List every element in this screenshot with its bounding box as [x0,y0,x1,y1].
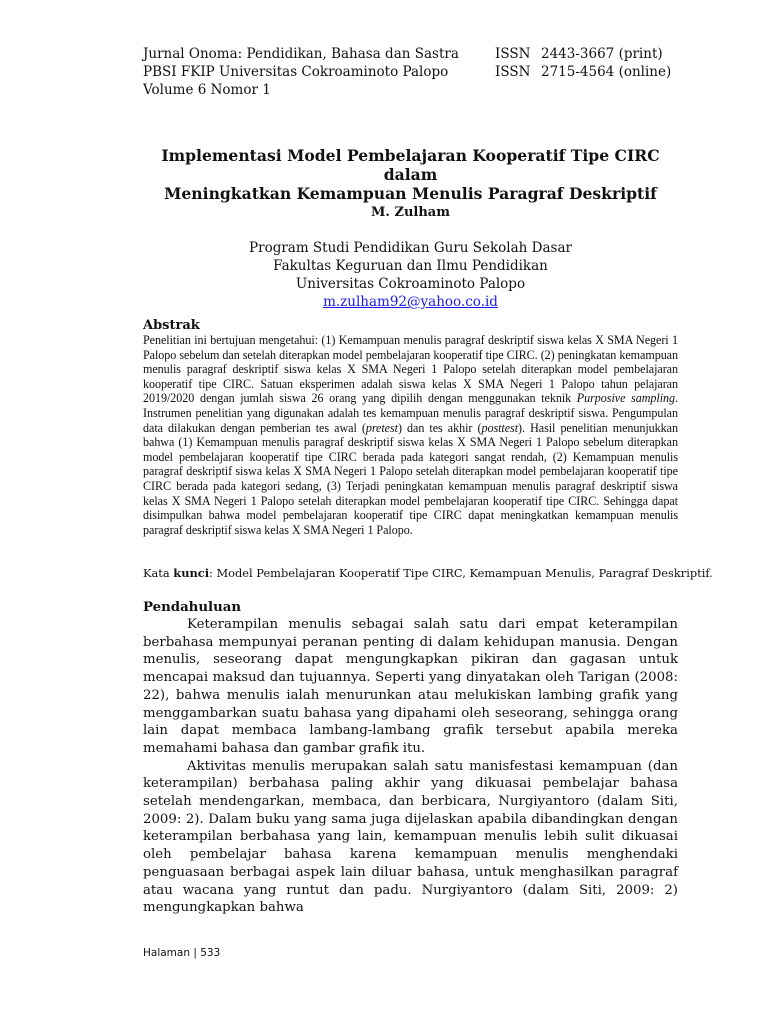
keywords-prefix: Kata [143,566,174,580]
body-paragraph-1: Keterampilan menulis sebagai salah satu dari empat keterampilan berbahasa mempunyai peranan penting di dalam kehidupan manusia. Dengan menulis, seseorang dapat mengungkapkan pikiran dan gagasan untuk mencapai maksud dan tujuannya. Seperti yang dinyatakan oleh Tarigan (2008: 22), bahwa menulis ialah menurunkan atau melukiskan lambing grafik yang menggambarkan suatu bahasa yang dipahami oleh seseorang, sehingga orang lain dapat membaca lambang-lambang grafik tersebut apabila mereka memahami bahasa dan gambar grafik itu. [143,617,678,756]
issn-label-online: ISSN [495,64,531,80]
abstract-term-pretest: pretest [365,420,398,435]
section-heading: Pendahuluan [143,600,242,615]
abstract-part-3: ) dan tes akhir ( [397,420,482,435]
abstract-part-4: ). Hasil penelitian menunjukkan bahwa (1) Kemampuan menulis paragraf deskriptif siswa kelas X SMA Negeri 1 Palopo sebelum diterapkan model pembelajaran kooperatif tipe CIRC berada pada kategori sangat rendah, (2) Kemampuan menulis paragraf deskriptif siswa kelas X SMA Negeri 1 Palopo setelah diterapkan model pembelajaran kooperatif tipe CIRC berada pada kategori sedang, (3) Terjadi peningkatan kemampuan menulis paragraf deskriptif siswa kelas X SMA Negeri 1 Palopo setelah diterapkan model pembelajaran kooperatif tipe CIRC. Sehingga dapat disimpulkan bahwa model pembelajaran kooperatif tipe CIRC dapat meningkatkan kemampuan menulis paragraf deskriptif siswa kelas X SMA Negeri 1 Palopo. [143,420,678,537]
journal-header [143,45,678,99]
affiliation [143,239,678,311]
section-body [143,616,678,917]
title-line-2: Meningkatkan Kemampuan Menulis Paragraf Deskriptif [164,184,657,203]
author-email-link[interactable]: m.zulham92@yahoo.co.id [323,294,498,310]
abstract-heading: Abstrak [143,318,200,333]
keywords [143,566,713,580]
paper-title [143,146,678,203]
abstract-term-posttest: posttest [481,420,519,435]
affiliation-faculty: Fakultas Keguruan dan Ilmu Pendidikan [273,258,548,274]
abstract-term-purposive: Purposive sampling [576,391,675,406]
keywords-list: : Model Pembelajaran Kooperatif Tipe CIRC, Kemampuan Menulis, Paragraf Deskriptif. [209,566,713,580]
abstract-text [143,333,678,537]
issn-print: 2443-3667 (print) [541,46,663,62]
title-line-1: Implementasi Model Pembelajaran Kooperatif Tipe CIRC dalam [161,146,660,184]
keywords-label-bold: kunci [173,566,210,580]
issn-label-print: ISSN [495,46,531,62]
issn-online: 2715-4564 (online) [541,64,672,80]
abstract-part-1: Penelitian ini bertujuan mengetahui: (1) Kemampuan menulis paragraf deskriptif siswa kelas X SMA Negeri 1 Palopo sebelum dan setelah diterapkan model pembelajaran kooperatif tipe CIRC. (2) peningkatan kemampuan menulis paragraf deskriptif siswa kelas X SMA Negeri 1 Palopo setelah diterapkan model pembelajaran kooperatif tipe CIRC. Satuan eksperimen adalah siswa kelas X SMA Negeri 1 Palopo tahun pelajaran 2019/2020 dengan jumlah siswa 26 orang yang dipilih dengan menggunakan teknik [143,333,678,406]
affiliation-university: Universitas Cokroaminoto Palopo [295,276,526,292]
body-paragraph-2: Aktivitas menulis merupakan salah satu manisfestasi kemampuan (dan keterampilan) berbahasa paling akhir yang dikuasai pembelajar bahasa setelah mendengarkan, membaca, dan berbicara, Nurgiyantoro (dalam Siti, 2009: 2). Dalam buku yang sama juga dijelaskan apabila dibandingkan dengan keterampilan berbahasa yang lain, kemampuan menulis lebih sulit dikuasai oleh pembelajar bahasa karena kemampuan menulis menghendaki penguasaan berbagai aspek lain diluar bahasa, untuk menghasilkan paragraf atau wacana yang runtut dan padu. Nurgiyantoro (dalam Siti, 2009: 2) mengungkapkan bahwa [143,758,678,916]
journal-institution: PBSI FKIP Universitas Cokroaminoto Palopo [143,64,449,80]
journal-name: Jurnal Onoma: Pendidikan, Bahasa dan Sastra [143,46,459,62]
page-footer: Halaman | 533 [143,947,221,959]
affiliation-program: Program Studi Pendidikan Guru Sekolah Dasar [249,240,572,256]
abstract-part-2: . Instrumen penelitian yang digunakan adalah tes kemampuan menulis paragraf deskriptif siswa. Pengumpulan data dilakukan dengan pemberian tes awal ( [143,391,678,435]
journal-volume: Volume 6 Nomor 1 [143,82,271,98]
author-name: M. Zulham [371,205,450,220]
